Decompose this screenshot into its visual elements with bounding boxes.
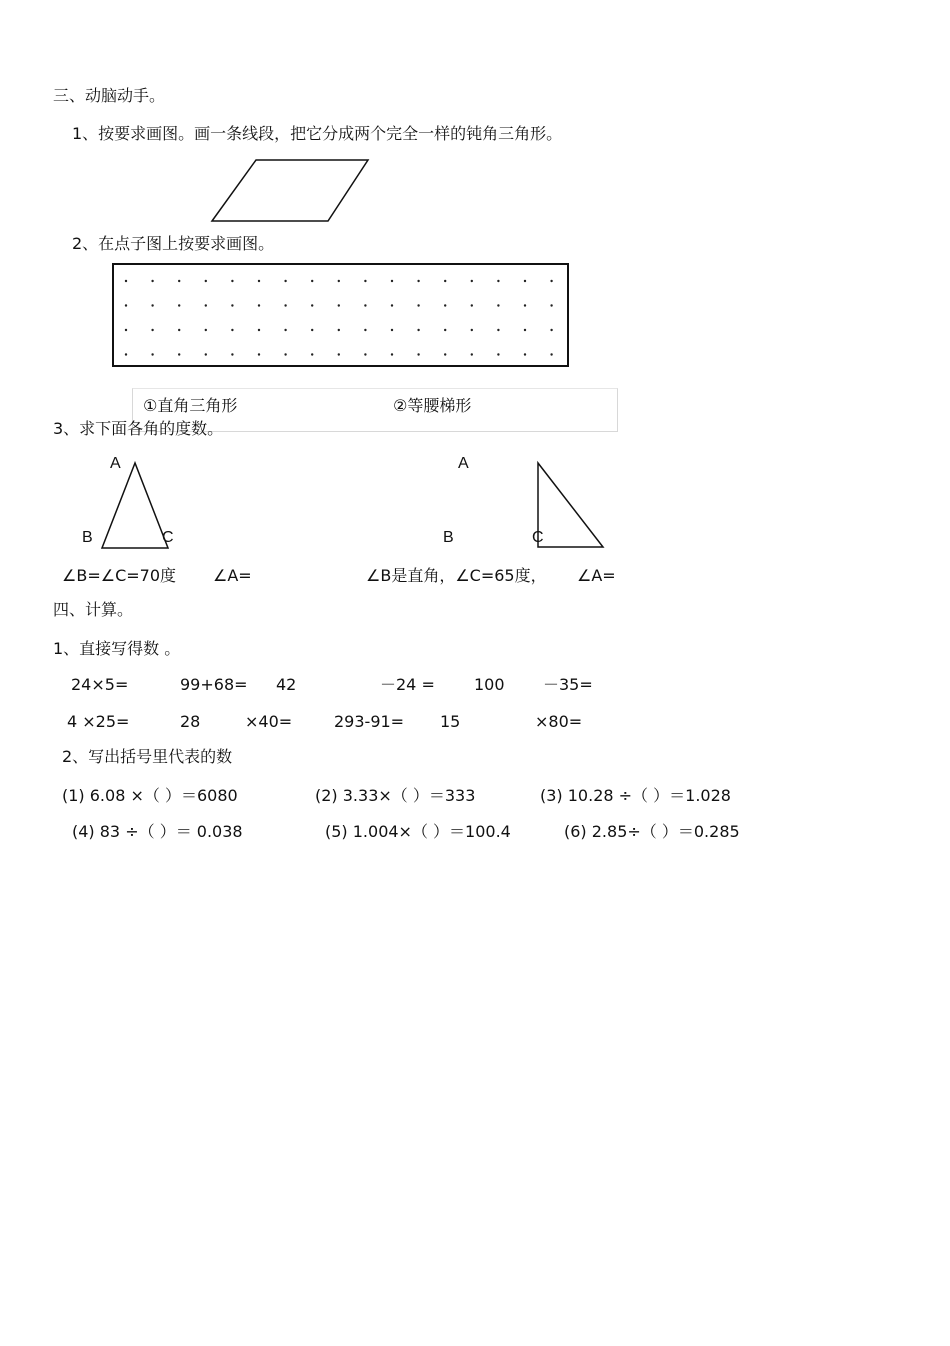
equation-item: (1) 6.08 ×（ ）＝6080 (62, 786, 238, 805)
triangle-1-label-a: A (110, 455, 121, 472)
grid-dot (550, 304, 552, 306)
triangle-2-label-c: C (532, 529, 544, 546)
grid-dot (497, 353, 499, 355)
grid-dot (151, 329, 153, 331)
grid-dot (311, 329, 313, 331)
question-3-text: 3、求下面各角的度数。 (53, 419, 224, 438)
grid-dot (391, 329, 393, 331)
grid-dot (471, 329, 473, 331)
grid-dot (258, 329, 260, 331)
grid-dot (151, 353, 153, 355)
grid-dot (417, 353, 419, 355)
grid-dot (550, 280, 552, 282)
equation-item: (2) 3.33×（ ）＝333 (315, 786, 476, 805)
dot-grid (114, 265, 567, 365)
mental-math-item: －35= (543, 675, 593, 694)
grid-dot (364, 280, 366, 282)
triangle-1-answer: ∠A= (213, 566, 252, 585)
mental-math-item: 100 (474, 675, 505, 694)
grid-dot (311, 304, 313, 306)
grid-dot (284, 329, 286, 331)
grid-dot (284, 304, 286, 306)
calc-question-2-text: 2、写出括号里代表的数 (62, 747, 233, 766)
mental-math-item: 293-91= (334, 712, 405, 731)
grid-dot (550, 329, 552, 331)
mental-math-item: ×40= (245, 712, 293, 731)
grid-dot (364, 329, 366, 331)
grid-dot (151, 304, 153, 306)
grid-dot (258, 353, 260, 355)
triangle-1-label-b: B (82, 529, 93, 546)
grid-dot (338, 280, 340, 282)
grid-dot (258, 304, 260, 306)
grid-dot (284, 353, 286, 355)
equation-item: (4) 83 ÷（ ）＝ 0.038 (72, 822, 243, 841)
triangle-1-condition: ∠B=∠C=70度 (62, 566, 177, 585)
grid-dot (444, 280, 446, 282)
grid-dot (231, 304, 233, 306)
grid-dot (524, 304, 526, 306)
grid-dot (178, 353, 180, 355)
triangle-2-condition: ∠B是直角，∠C=65度， (366, 566, 547, 585)
grid-dot (205, 304, 207, 306)
triangle-1-label-c: C (162, 529, 174, 546)
grid-dot (151, 280, 153, 282)
grid-dot (338, 329, 340, 331)
grid-dot (524, 353, 526, 355)
grid-dot (338, 304, 340, 306)
mental-math-item: 99+68= (180, 675, 248, 694)
equation-item: (6) 2.85÷（ ）＝0.285 (564, 822, 740, 841)
section-3-heading: 三、动脑动手。 (53, 86, 166, 105)
grid-dot (550, 353, 552, 355)
grid-dot (231, 329, 233, 331)
grid-dot (417, 304, 419, 306)
grid-dot (364, 353, 366, 355)
mental-math-item: 24×5= (71, 675, 129, 694)
grid-dot (364, 304, 366, 306)
grid-dot (391, 280, 393, 282)
grid-dot (444, 304, 446, 306)
grid-dot (497, 329, 499, 331)
grid-dot (417, 329, 419, 331)
grid-dot (497, 280, 499, 282)
grid-dot (125, 304, 127, 306)
grid-dot (125, 353, 127, 355)
grid-dot (471, 280, 473, 282)
grid-dot (391, 353, 393, 355)
grid-dot (205, 280, 207, 282)
grid-dot (178, 280, 180, 282)
triangle-2-figure (536, 461, 606, 551)
triangle-2-label-a: A (458, 455, 469, 472)
option-isosceles-trapezoid: ②等腰梯形 (393, 396, 472, 415)
grid-dot (311, 280, 313, 282)
calc-question-1-text: 1、直接写得数 。 (53, 639, 181, 658)
mental-math-item: 4 ×25= (67, 712, 130, 731)
mental-math-item: 28 (180, 712, 201, 731)
grid-dot (125, 280, 127, 282)
triangle-2-answer: ∠A= (577, 566, 616, 585)
grid-dot (471, 353, 473, 355)
parallelogram-figure (211, 159, 371, 223)
mental-math-item: ×80= (535, 712, 583, 731)
grid-dot (231, 280, 233, 282)
triangle-2-label-b: B (443, 529, 454, 546)
dot-grid-box (112, 263, 569, 367)
grid-dot (231, 353, 233, 355)
grid-dot (258, 280, 260, 282)
grid-dot (391, 304, 393, 306)
grid-dot (178, 329, 180, 331)
option-right-triangle: ①直角三角形 (143, 396, 238, 415)
equation-item: (3) 10.28 ÷（ ）＝1.028 (540, 786, 731, 805)
mental-math-item: 42 (276, 675, 297, 694)
grid-dot (311, 353, 313, 355)
grid-dot (444, 329, 446, 331)
grid-dot (125, 329, 127, 331)
grid-dot (471, 304, 473, 306)
grid-dot (524, 329, 526, 331)
question-2-text: 2、在点子图上按要求画图。 (72, 234, 275, 253)
section-4-heading: 四、计算。 (53, 600, 134, 619)
grid-dot (417, 280, 419, 282)
grid-dot (444, 353, 446, 355)
grid-dot (205, 329, 207, 331)
grid-dot (524, 280, 526, 282)
mental-math-item: －24 = (380, 675, 435, 694)
grid-dot (205, 353, 207, 355)
grid-dot (338, 353, 340, 355)
equation-item: (5) 1.004×（ ）＝100.4 (325, 822, 511, 841)
grid-dot (178, 304, 180, 306)
grid-dot (284, 280, 286, 282)
question-1-text: 1、按要求画图。画一条线段，把它分成两个完全一样的钝角三角形。 (72, 124, 563, 143)
mental-math-item: 15 (440, 712, 461, 731)
grid-dot (497, 304, 499, 306)
